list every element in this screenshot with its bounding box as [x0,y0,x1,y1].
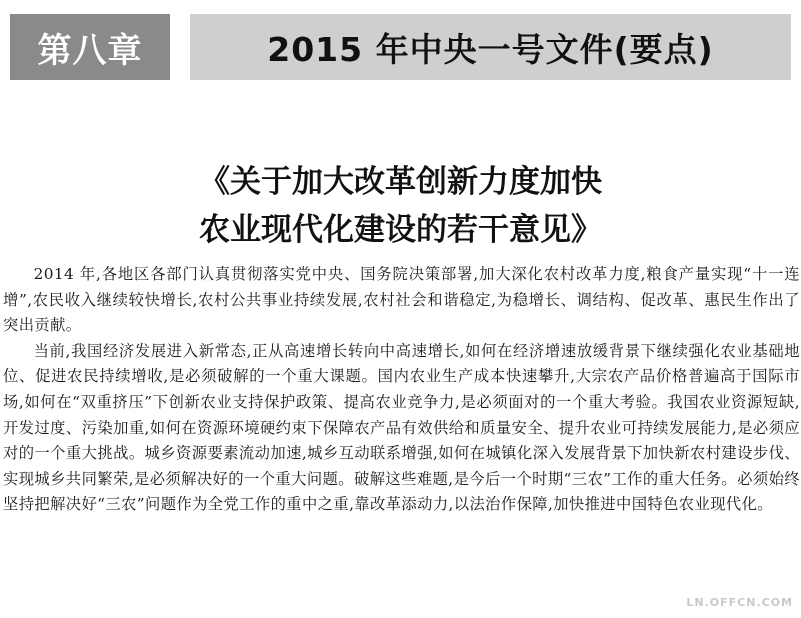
document-title-line-1: 《关于加大改革创新力度加快 [199,164,602,200]
site-watermark: LN.OFFCN.COM [686,596,793,609]
document-body [3,262,800,518]
document-title [0,158,801,254]
chapter-label: 第八章 [37,30,143,71]
chapter-title: 2015 年中央一号文件(要点) [267,29,714,69]
chapter-label-box [10,14,170,80]
paragraph-2: 当前,我国经济发展进入新常态,正从高速增长转向中高速增长,如何在经济增速放缓背景下继续强化农业基础地位、促进农民持续增收,是必须破解的一个重大课题。国内农业生产成本快速攀升,大宗农产品价格普遍高于国际市场,如何在“双重挤压”下创新农业支持保护政策、提高农业竞争力,是必须面对的一个重大考验。我国农业资源短缺,开发过度、污染加重,如何在资源环境硬约束下保障农产品有效供给和质量安全、提升农业可持续发展能力,是必须应对的一个重大挑战。城乡资源要素流动加速,城乡互动联系增强,如何在城镇化深入发展背景下加快新农村建设步伐、实现城乡共同繁荣,是必须解决好的一个重大问题。破解这些难题,是今后一个时期“三农”工作的重大任务。必须始终坚持把解决好“三农”问题作为全党工作的重中之重,靠改革添动力,以法治作保障,加快推进中国特色农业现代化。 [3,341,800,514]
document-title-line-2: 农业现代化建设的若干意见》 [199,212,602,248]
chapter-header [0,0,801,88]
chapter-title-box [190,14,791,80]
paragraph-1: 2014 年,各地区各部门认真贯彻落实党中央、国务院决策部署,加大深化农村改革力度,粮食产量实现“十一连增”,农民收入继续较快增长,农村公共事业持续发展,农村社会和谐稳定,为稳增长、调结构、促改革、惠民生作出了突出贡献。 [3,265,800,335]
